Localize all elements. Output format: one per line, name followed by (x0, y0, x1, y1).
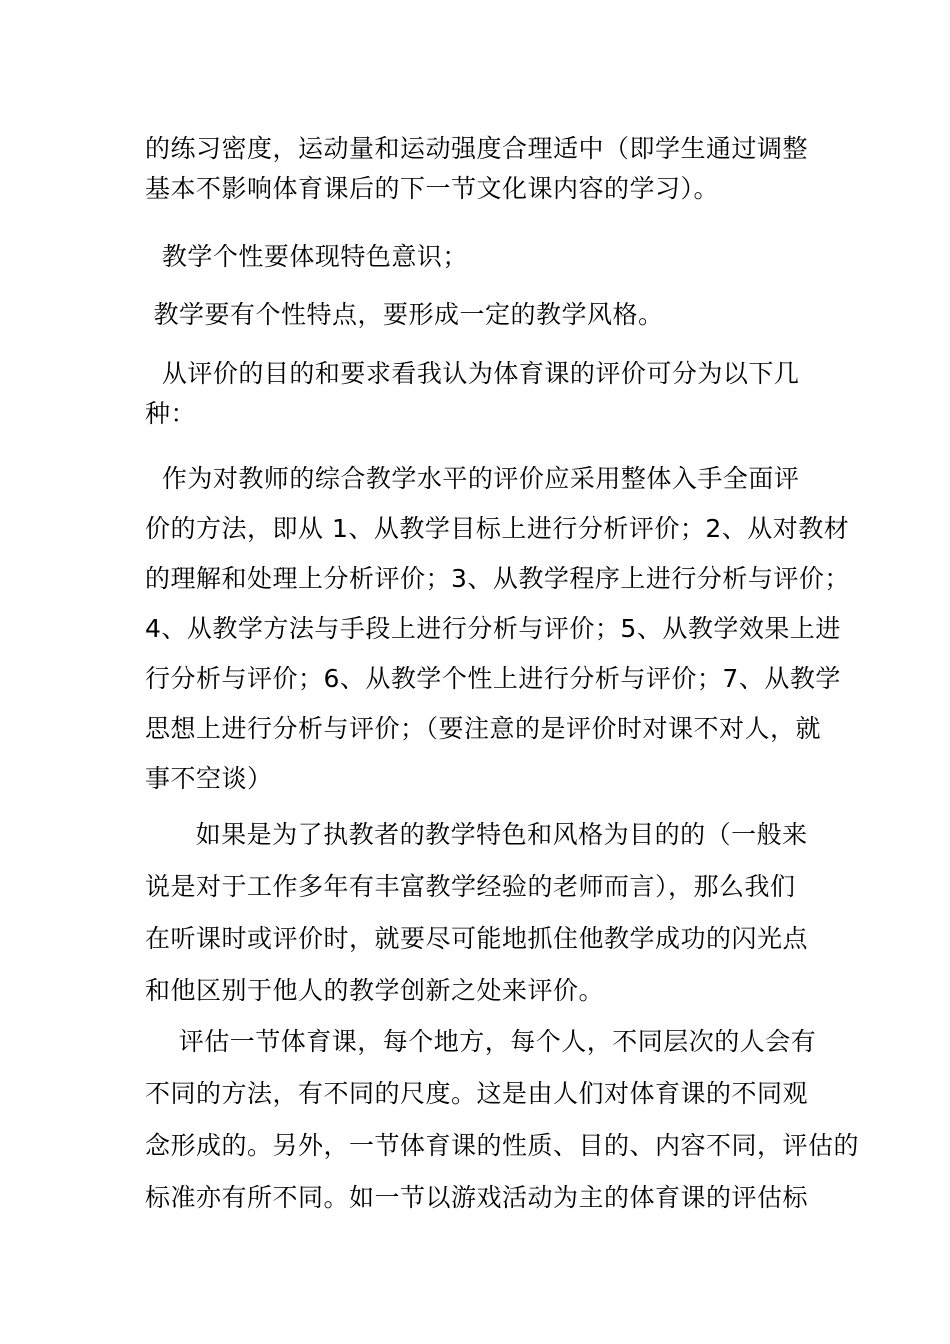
paragraph-line: 4、从教学方法与手段上进行分析与评价；5、从教学效果上进 (145, 614, 841, 643)
paragraph-line: 的练习密度，运动量和运动强度合理适中（即学生通过调整 (145, 134, 809, 163)
paragraph-line: 说是对于工作多年有丰富教学经验的老师而言），那么我们 (145, 872, 796, 901)
paragraph-line: 价的方法，即从 1、从教学目标上进行分析评价；2、从对教材 (145, 514, 850, 543)
paragraph-4 (145, 354, 825, 434)
paragraph-3 (145, 295, 825, 335)
paragraph-line: 种： (145, 399, 197, 428)
paragraph-line: 基本不影响体育课后的下一节文化课内容的学习）。 (145, 174, 720, 203)
paragraph-line: 事不空谈） (145, 764, 273, 793)
paragraph-line: 念形成的。另外，一节体育课的性质、目的、内容不同，评估的 (145, 1131, 860, 1160)
paragraph-line: 不同的方法，有不同的尺度。这是由人们对体育课的不同观 (145, 1079, 809, 1108)
paragraph-line: 的理解和处理上分析评价；3、从教学程序上进行分析与评价； (145, 564, 850, 593)
paragraph-line: 思想上进行分析与评价；（要注意的是评价时对课不对人，就 (145, 714, 822, 743)
paragraph-line: 教学要有个性特点，要形成一定的教学风格。 (145, 300, 664, 329)
paragraph-1 (145, 129, 825, 209)
paragraph-line: 作为对教师的综合教学水平的评价应采用整体入手全面评 (145, 464, 800, 493)
paragraph-line: 教学个性要体现特色意识； (145, 242, 468, 271)
paragraph-7 (145, 1022, 860, 1230)
paragraph-line: 行分析与评价；6、从教学个性上进行分析与评价；7、从教学 (145, 664, 841, 693)
paragraph-line: 评估一节体育课，每个地方，每个人，不同层次的人会有 (145, 1027, 817, 1056)
paragraph-line: 如果是为了执教者的教学特色和风格为目的的（一般来 (145, 820, 808, 849)
paragraph-line: 从评价的目的和要求看我认为体育课的评价可分为以下几 (145, 359, 800, 388)
paragraph-5 (145, 459, 850, 809)
paragraph-line: 在听课时或评价时，就要尽可能地抓住他教学成功的闪光点 (145, 924, 809, 953)
paragraph-line: 和他区别于他人的教学创新之处来评价。 (145, 976, 605, 1005)
paragraph-2 (145, 237, 825, 277)
paragraph-6 (145, 815, 825, 1023)
paragraph-line: 标准亦有所不同。如一节以游戏活动为主的体育课的评估标 (145, 1183, 809, 1212)
